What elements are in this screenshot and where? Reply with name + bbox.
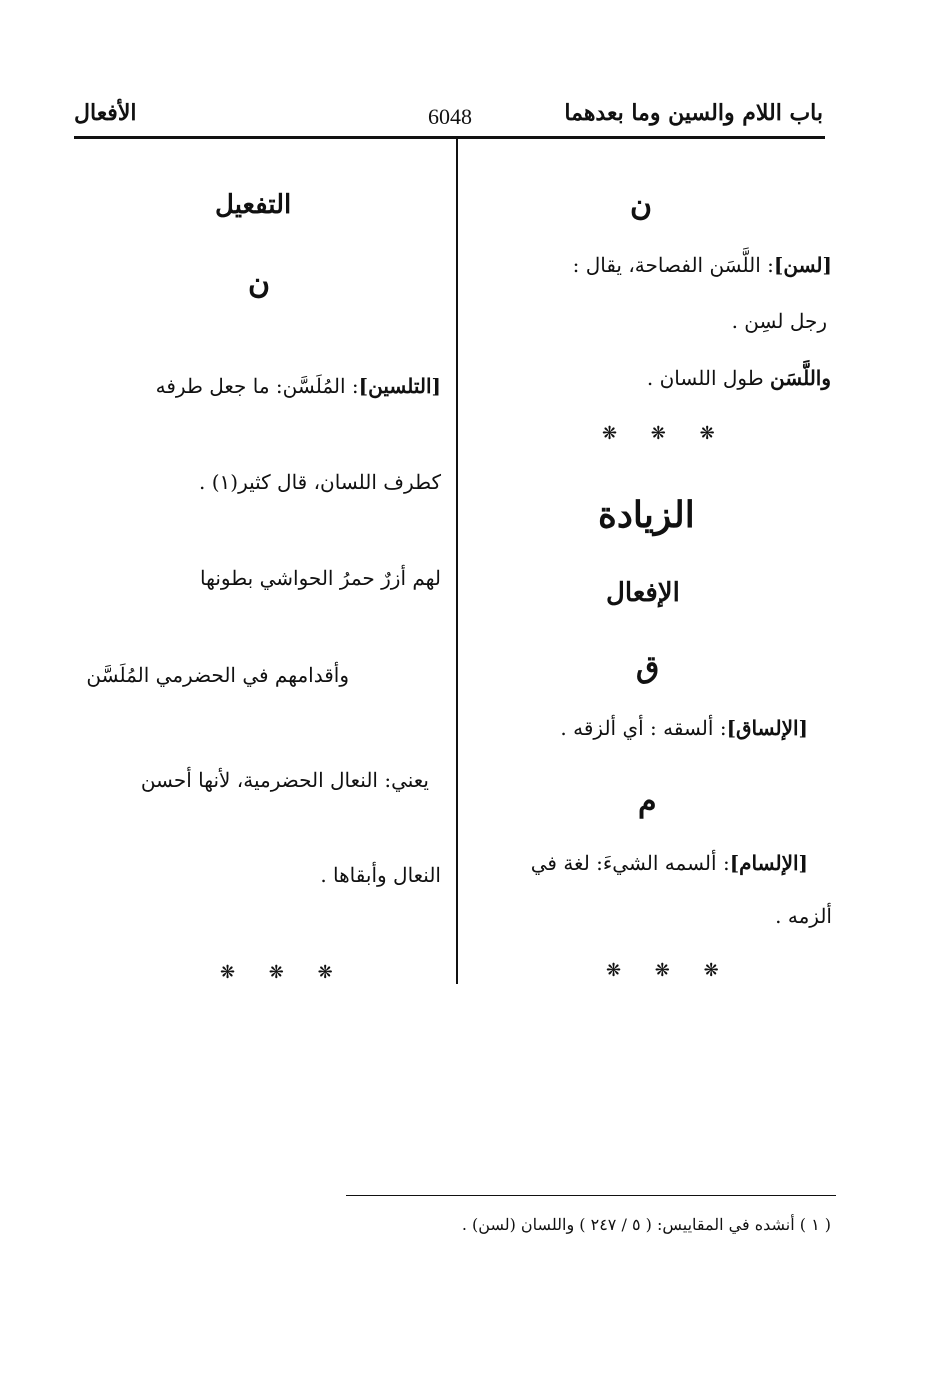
section-title: الأفعال (74, 100, 137, 126)
entry-lasan-text: : اللَّسَن الفصاحة، يقال : (572, 253, 774, 277)
explanation-line-1: يعني: النعال الحضرمية، لأنها أحسن (140, 768, 429, 792)
verse-line-1: لهم أزرٌ حمرُ الحواشي بطونها (200, 566, 441, 590)
entry-lasan (573, 253, 832, 277)
heading-ziyada: الزيادة (598, 494, 695, 536)
entry-ilsaq-head: [الإلساق] (726, 716, 808, 740)
entry-alas (647, 366, 831, 390)
entry-ilsam-cont: ألزمه . (775, 904, 832, 928)
separator-stars-left: ❋ ❋ ❋ (220, 962, 347, 983)
entry-alas-head: واللَّسَن (770, 366, 831, 390)
entry-alas-text: طول اللسان . (646, 366, 764, 390)
heading-ifal: الإفعال (606, 578, 680, 608)
entry-talsin-cont: كطرف اللسان، قال كثير(١) . (198, 470, 441, 494)
entry-talsin-head: [التلسين] (358, 374, 441, 398)
footnote: ( ١ ) أنشده في المقاييس: ( ٥ / ٢٤٧ ) واللسان (لسن) . (461, 1215, 831, 1234)
letter-nun-left: ن (248, 266, 271, 301)
verse-line-2: وأقدامهم في الحضرمي المُلَسَّن (86, 663, 349, 687)
chapter-title: باب اللام والسين وما بعدهما (564, 100, 823, 126)
entry-ilsam (531, 851, 808, 875)
letter-mim: م (638, 784, 657, 819)
entry-talsin-text: : المُلَسَّن: ما جعل طرفه (155, 374, 359, 398)
explanation-line-2: النعال وأبقاها . (320, 863, 441, 887)
letter-nun-right: ن (630, 188, 653, 223)
entry-lasan-cont: رجل لسِن . (731, 309, 827, 333)
header-divider (74, 136, 825, 139)
column-divider (456, 139, 458, 984)
entry-ilsaq (560, 716, 808, 740)
entry-talsin (156, 374, 441, 398)
entry-lasan-head: [لسن] (773, 253, 832, 277)
separator-stars-1: ❋ ❋ ❋ (602, 423, 729, 444)
entry-ilsam-head: [الإلسام] (729, 851, 808, 875)
footnote-divider (346, 1195, 836, 1196)
page-number: 6048 (428, 104, 472, 129)
entry-ilsaq-text: : ألسقه : أي ألزقه . (560, 716, 727, 740)
letter-qaf: ق (636, 650, 660, 685)
entry-ilsam-text: : ألسمه الشيءَ: لغة في (530, 851, 730, 875)
separator-stars-2: ❋ ❋ ❋ (606, 960, 733, 981)
heading-tafil: التفعيل (215, 190, 292, 220)
